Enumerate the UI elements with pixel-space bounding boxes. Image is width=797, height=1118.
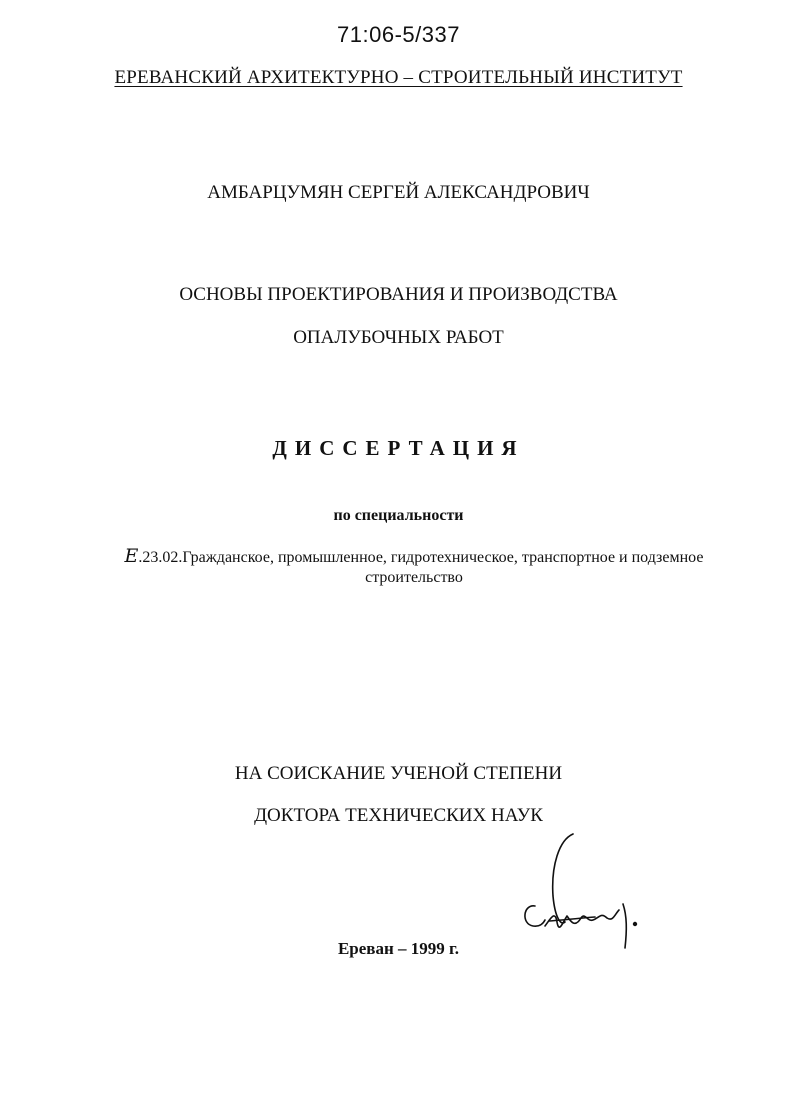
degree-line-2: ДОКТОРА ТЕХНИЧЕСКИХ НАУК [254,805,543,826]
signature-stroke-c [525,906,545,926]
document-type-heading: ДИССЕРТАЦИЯ [272,436,525,460]
specialty-label: по специальности [333,507,464,524]
dissertation-title-line-2: ОПАЛУБОЧНЫХ РАБОТ [293,327,504,348]
specialty-code-letter: Е [124,545,139,567]
catalog-number: 71:06-5/337 [337,22,460,47]
specialty-code [125,546,183,568]
specialty-line-1 [74,546,754,568]
specialty-code-number: .23.02. [138,549,183,566]
institute-name: ЕРЕВАНСКИЙ АРХИТЕКТУРНО – СТРОИТЕЛЬНЫЙ ИНСТИТУТ [114,67,683,88]
specialty-text-line-2: строительство [365,569,463,586]
dissertation-title-line-1: ОСНОВЫ ПРОЕКТИРОВАНИЯ И ПРОИЗВОДСТВА [179,284,618,305]
specialty-text-line-1: Гражданское, промышленное, гидротехническое, транспортное и подземное [182,549,704,566]
specialty-description [74,546,754,588]
signature-dot [634,923,637,926]
city-and-year: Ереван – 1999 г. [337,939,460,958]
degree-line-1: НА СОИСКАНИЕ УЧЕНОЙ СТЕПЕНИ [234,763,563,784]
handwritten-signature [515,826,655,956]
author-name: АМБАРЦУМЯН СЕРГЕЙ АЛЕКСАНДРОВИЧ [207,182,590,203]
signature-stroke-loop [553,834,573,923]
